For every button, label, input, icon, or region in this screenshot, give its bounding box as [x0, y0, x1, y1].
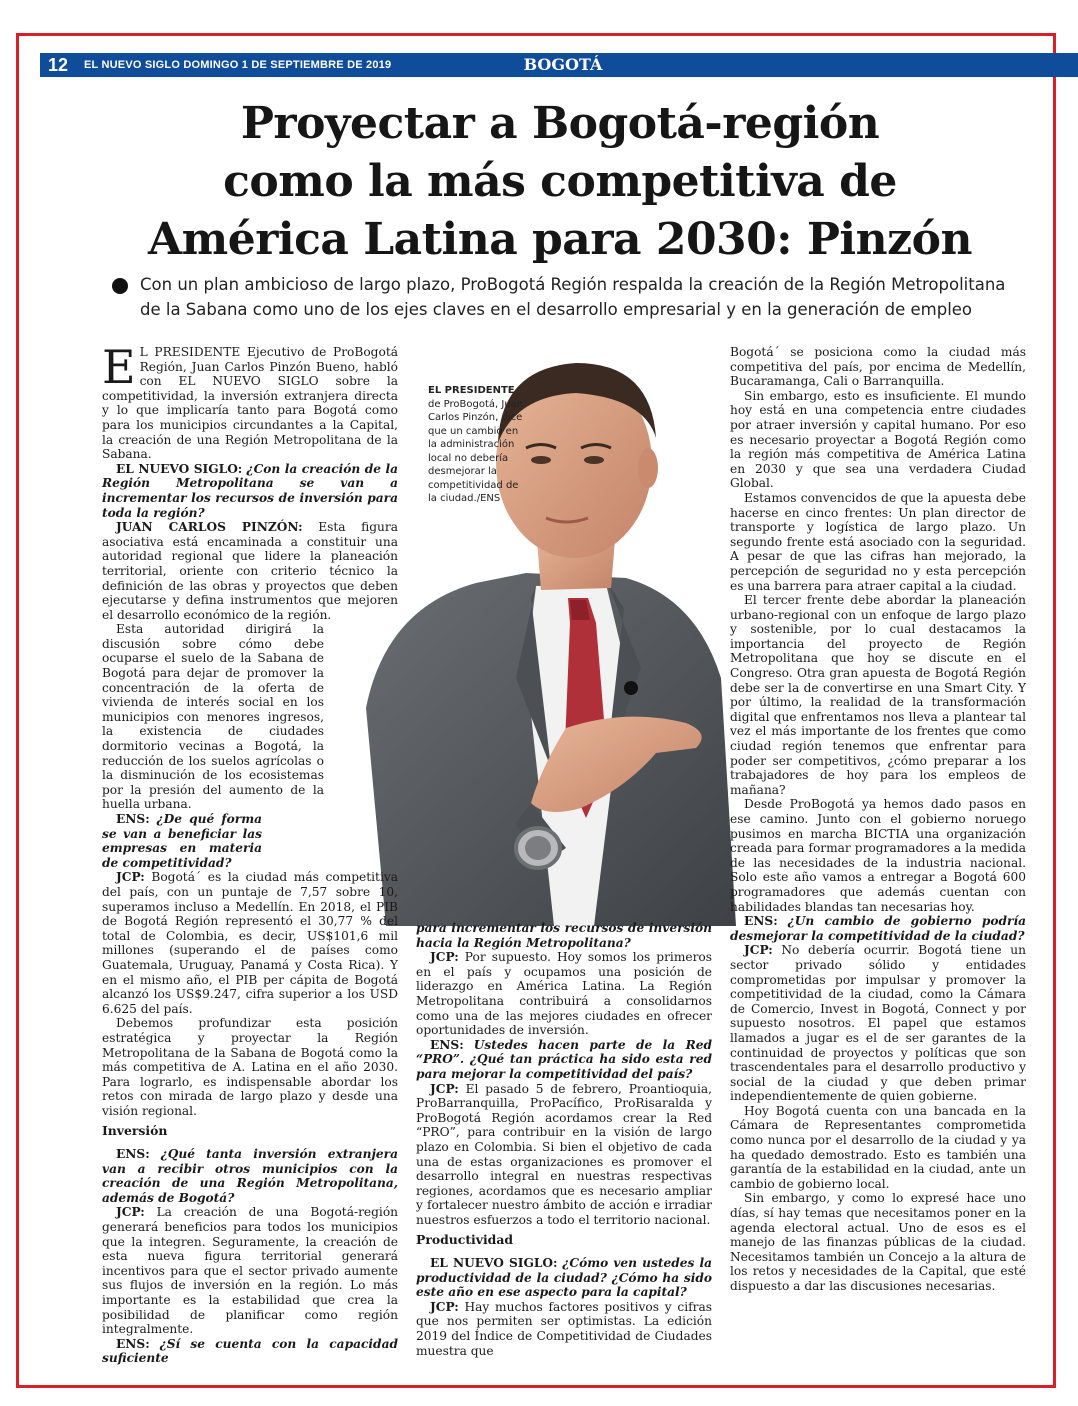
question-4 [102, 1337, 398, 1366]
question-7 [730, 914, 1026, 943]
answer-3 [102, 1205, 398, 1336]
col3-paragraph-2: Estamos convencidos de que la apuesta debe hacerse en cinco frentes: Un plan director de transporte y logística de largo plazo. Un segundo frente está asociado con la seguridad. A pesar de que las cifras han mejorado, la percepción de seguridad no y esta percepción es una barrera para atraer capital a la ciudad. [730, 490, 1026, 593]
a3-text: La creación de una Bogotá-región generará beneficios para todos los municipios que la integren. Seguramente, la creación de esta nueva figura territorial generará incentivos para que el sector privado aumente sus flujos de inversión en la región. Lo más importante es la estabilidad que crea la posibilidad de planificar como región integralmente. [102, 1205, 399, 1337]
headline-line-3: América Latina para 2030: Pinzón [148, 214, 972, 265]
headline-line-1: Proyectar a Bogotá-región [240, 98, 880, 149]
question-1 [102, 462, 398, 520]
a5-text: El pasado 5 de febrero, Proantioquia, ProBarranquilla, ProPacífico, ProRisaralda y ProBogotá Región acordamos crear la Red “PRO”, para contribuir en la visión de largo plazo en Colombia. Si bien el objetivo de cada una de estas organizaciones es promover el desarrollo integral en nuestras respectivas regiones, acordamos que es necesario ampliar y fortalecer nuestro ámbito de acción e irradiar nuestros esfuerzos a todo el territorio nacional. [416, 1081, 713, 1227]
q1-speaker: EL NUEVO SIGLO: [116, 461, 243, 476]
a7-speaker: JCP: [744, 943, 773, 958]
answer-6 [416, 1300, 712, 1358]
q2-speaker: ENS: [116, 812, 150, 826]
question-4-continued [416, 921, 712, 950]
a6-speaker: JCP: [430, 1299, 459, 1314]
paragraph-2: Esta autoridad dirigirá la discusión sobre cómo debe ocuparse el suelo de la Sabana de Bogotá para dejar de promover la concentración de la oferta de vivienda de interés social en los municipios con menores ingresos, la existencia de ciudades dormitorio vecinas a Bogotá, la reducción de los suelos agrícolas o la disminución de los ecosistemas por la presión del aumento de la huella urbana. [102, 622, 324, 812]
q4-text: ¿Sí se cuenta con la capacidad suficiente [102, 1336, 398, 1366]
q4-cont-text: para incrementar los recursos de inversión hacia la Región Metropolitana? [416, 921, 712, 950]
caption-body: de ProBogotá, Juan Carlos Pinzón, dice que un cambio en la administración local no debería desmejorar la competitividad de la ciudad./ENS [428, 398, 524, 504]
q7-speaker: ENS: [744, 914, 778, 929]
page-number: 12 [48, 55, 69, 75]
q5-speaker: ENS: [430, 1037, 464, 1052]
q6-text: ¿Cómo ven ustedes la productividad de la ciudad? ¿Cómo ha sido este año en ese aspecto para la capital? [416, 1256, 712, 1300]
question-2 [102, 812, 262, 870]
answer-6-continued: Bogotá´ se posiciona como la ciudad más competitiva del país, por encima de Medellín, Bucaramanga, Cali o Barranquilla. [730, 345, 1026, 389]
bullet-icon [112, 278, 128, 294]
photo-caption [428, 384, 524, 506]
lead-text: L PRESIDENTE Ejecutivo de ProBogotá Región, Juan Carlos Pinzón Bueno, habló con EL NUEVO SIGLO sobre la competitividad, la inversión extranjera directa y lo que implicaría tanto para Bogotá como para los municipios circundantes a la Capital, la creación de una Región Metropolitana de la Sabana. [102, 345, 398, 462]
caption-head: EL PRESIDENTE [428, 385, 515, 396]
q4-speaker: ENS: [116, 1336, 150, 1351]
q2-text: ¿De qué forma se van a beneficiar las empresas en materia de competitividad? [102, 812, 262, 870]
col3-paragraph-4: Desde ProBogotá ya hemos dado pasos en ese camino. Junto con el gobierno noruego pusimos en marcha BICTIA una organización creada para formar programadores a la medida de las necesidades de la industria nacional. Solo este año vamos a entregar a Bogotá 600 programadores que además cuentan con habilidades blandas tan necesarias hoy. [730, 797, 1026, 914]
deck-line-2: de la Sabana como uno de los ejes claves en el desarrollo empresarial y en la generación de empleo [140, 300, 973, 319]
answer-4 [416, 950, 712, 1038]
section-label: BOGOTÁ [523, 55, 603, 74]
answer-7 [730, 943, 1026, 1104]
col3-paragraph-6: Sin embargo, y como lo expresé hace uno días, sí hay temas que necesitamos poner en la agenda electoral actual. Uno de esos es el manejo de las finanzas públicas de la ciudad. Necesitamos también un Concejo a la altura de los retos y necesidades de la Capital, que esté dispuesto a dar las discusiones necesarias. [730, 1191, 1026, 1293]
headline-line-2: como la más competitiva de [223, 156, 897, 207]
a6-text: Hay muchos factores positivos y cifras que nos permiten ser optimistas. La edición 2019 del Índice de Competitividad de Ciudades muestra que [416, 1299, 712, 1358]
q3-text: ¿Qué tanta inversión extranjera van a recibir otros municipios con la creación de una Región Metropolitana, además de Bogotá? [102, 1147, 399, 1205]
column-2 [416, 921, 712, 1358]
a4-text: Por supuesto. Hoy somos los primeros en el país y ocupamos una posición de liderazgo en América Latina. La Región Metropolitana contribuirá a consolidarnos como una de las mejores ciudades en ofrecer oportunidades de inversión. [416, 950, 713, 1038]
question-3 [102, 1147, 398, 1205]
a2-text: Bogotá´ es la ciudad más competitiva del país, con un puntaje de 7,57 sobre 10, superamos incluso a Medellín. En 2018, el PIB de Bogotá Región representó el 30,77 % del total de Colombia, es decir, US$101,6 mil millones (superando el de países como Guatemala, Uruguay, Panamá y Costa Rica). Y en el mismo año, el PIB per cápita de Bogotá alcanzó los US$9.247, cifra superior a los USD 6.625 del país. [102, 870, 399, 1016]
dateline: EL NUEVO SIGLO DOMINGO 1 DE SEPTIEMBRE DE 2019 [84, 59, 392, 71]
column-3 [730, 345, 1026, 1294]
q1-text: ¿Con la creación de la Región Metropolitana se van a incrementar los recursos de inversión para toda la región? [102, 461, 398, 520]
answer-1 [102, 520, 398, 622]
q7-text: ¿Un cambio de gobierno podría desmejorar la competitividad de la ciudad? [730, 914, 1026, 943]
col3-paragraph-1: Sin embargo, esto es insuficiente. El mundo hoy está en una competencia entre ciudades por atraer inversión y capital humano. Por eso es necesario proyectar a Bogotá Región como la región más competitiva de América Latina en 2030 y que sea una verdadera Ciudad Global. [730, 388, 1026, 491]
answer-2 [102, 870, 398, 1016]
a1-text: Esta figura asociativa está encaminada a constituir una autoridad regional que lidere la planeación territorial, oriente con criterio técnico la definición de las obras y proyectos que deben ejecutarse y defina instrumentos que mejoren el desarrollo económico de la región. [102, 520, 399, 622]
q6-speaker: EL NUEVO SIGLO: [430, 1256, 558, 1271]
col3-paragraph-3: El tercer frente debe abordar la planeación urbano-regional con un enfoque de largo plazo y sostenible, por lo cual destacamos la importancia del proyecto de Región Metropolitana que hoy se discute en el Congreso. Otra gran apuesta de Bogotá Región debe ser la de convertirse en una Smart City. Y por último, la realidad de la transformación digital que enfrentamos nos lleva a plantear tal vez el más importante de los frentes que como ciudad región tenemos que enfrentar para poder ser competitivos, ¿cómo preparar a los trabajadores de hoy para los empleos de mañana? [730, 593, 1026, 797]
a4-speaker: JCP: [430, 950, 459, 965]
a2-speaker: JCP: [116, 870, 145, 885]
col3-paragraph-5: Hoy Bogotá cuenta con una bancada en la Cámara de Representantes comprometida como nunca por el desarrollo de la ciudad y ya ha quedado demostrado. Esto es también una garantía de la estabilidad en la ciudad, ante un cambio de gobierno local. [730, 1103, 1026, 1191]
subhead-inversion: Inversión [102, 1123, 168, 1139]
deck-line-1: Con un plan ambicioso de largo plazo, ProBogotá Región respalda la creación de la Región Metropolitana [140, 275, 1006, 294]
lead-paragraph [102, 340, 398, 462]
subhead-productividad: Productividad [416, 1232, 514, 1248]
answer-5 [416, 1082, 712, 1228]
q5-text: Ustedes hacen parte de la Red “PRO”. ¿Qué tan práctica ha sido esta red para mejorar la competitividad del país? [416, 1037, 712, 1081]
a3-speaker: JCP: [116, 1205, 145, 1220]
deck [140, 272, 1020, 322]
a1-speaker: JUAN CARLOS PINZÓN: [116, 520, 303, 535]
headline [100, 95, 1020, 269]
q3-speaker: ENS: [116, 1147, 150, 1162]
question-6 [416, 1256, 712, 1300]
column-1 [102, 340, 399, 1366]
paragraph-3: Debemos profundizar esta posición estratégica y proyectar la Región Metropolitana de la Sabana de Bogotá como la más competitiva de A. Latina en el año 2030. Para lograrlo, es indispensable abordar los retos con mirada de largo plazo y desde una visión regional. [102, 1016, 398, 1118]
question-5 [416, 1038, 712, 1082]
drop-cap: E [102, 340, 136, 394]
a5-speaker: JCP: [430, 1081, 459, 1096]
a7-text: No debería ocurrir. Bogotá tiene un sector privado sólido y entidades comprometidas por impulsar y promover la competitividad de la ciudad, como la Cámara de Comercio, Invest in Bogotá, Connect y por supuesto nosotros. El papel que estamos llamados a jugar es el de ser garantes de la continuidad de proyectos y políticas que son trascendentales para el desarrollo productivo y social de la ciudad y que deben primar independientemente de quien gobierne. [730, 943, 1026, 1104]
